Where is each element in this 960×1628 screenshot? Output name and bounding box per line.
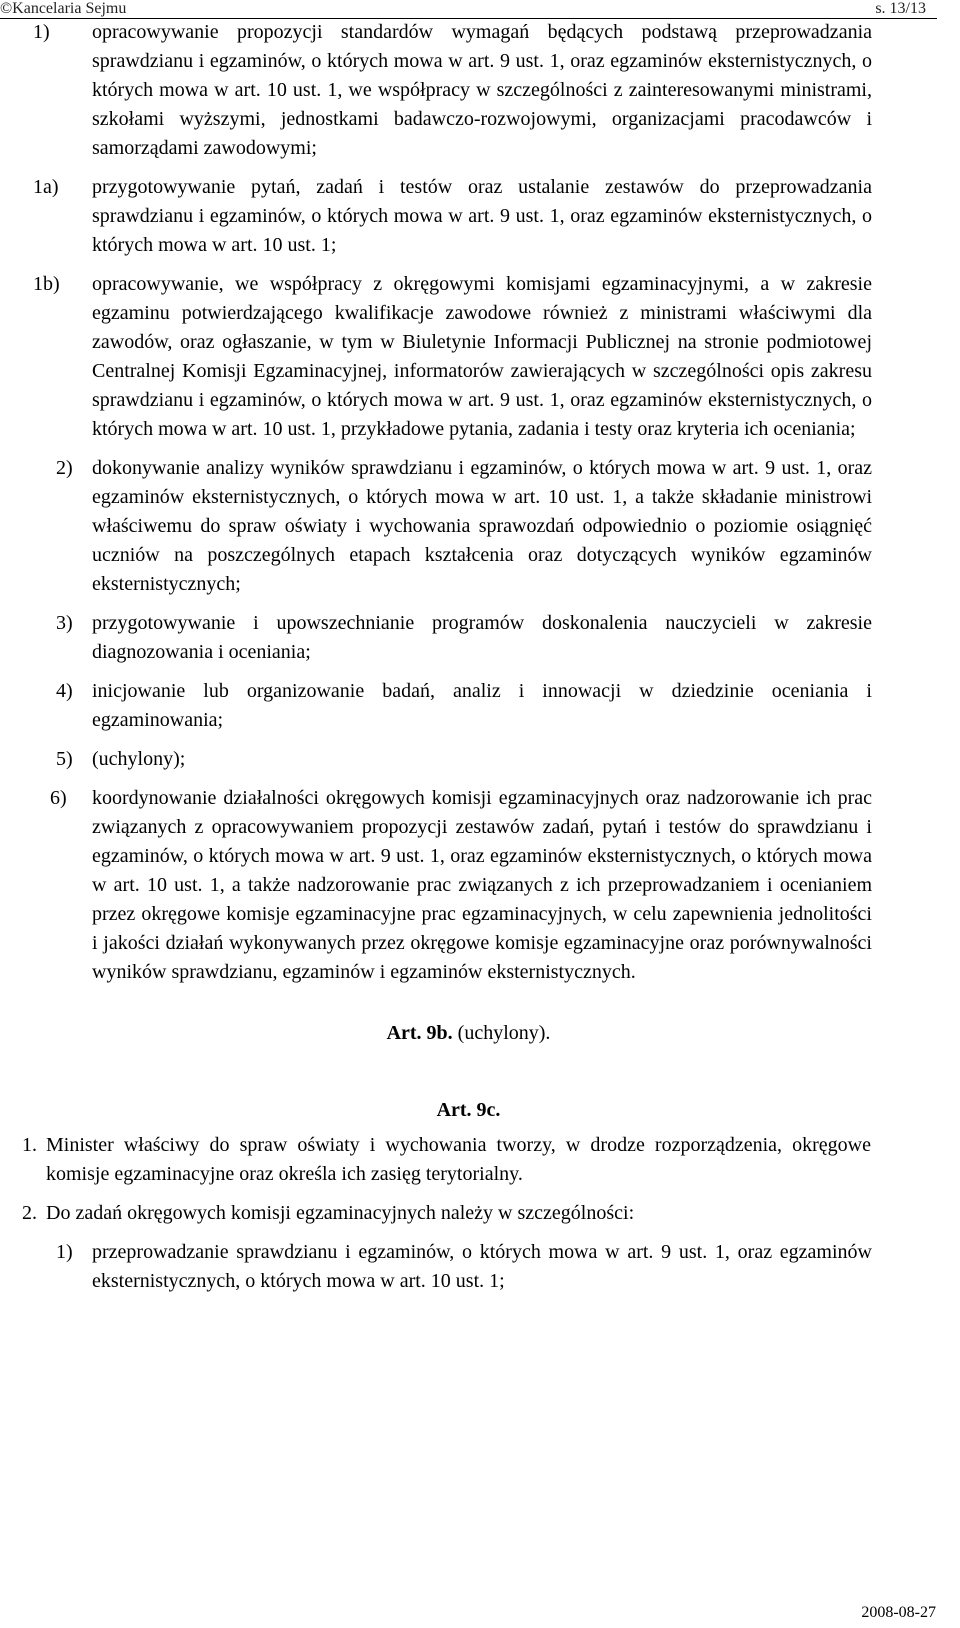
point-number: 6) [50, 787, 67, 809]
art9c-point-1 [0, 1238, 872, 1296]
art9a-point-1b [0, 270, 872, 444]
article-9b-status: (uchylony). [457, 1022, 551, 1044]
art9a-point-2 [0, 454, 872, 599]
point-text: przygotowywanie pytań, zadań i testów oraz ustalanie zestawów do przeprowadzania sprawdzianu i egzaminów, o których mowa w art. 9 ust. 1, oraz egzaminów eksternistycznych, o których mowa w art. 10 ust. 1; [92, 176, 872, 256]
header-source: ©Kancelaria Sejmu [0, 0, 127, 17]
point-text: dokonywanie analizy wyników sprawdzianu i egzaminów, o których mowa w art. 9 ust. 1, oraz egzaminów eksternistycznych, o których mowa w art. 10 ust. 1, a także składanie ministrowi właściwemu do spraw oświaty i wychowania sprawozdań odpowiednio o poziomie osiągnięć uczniów na poszczególnych etapach kształcenia oraz dotyczących wyników egzaminów eksternistycznych; [92, 457, 872, 595]
point-number: 1b) [33, 273, 60, 295]
article-9b-heading [0, 1019, 937, 1048]
point-number: 2) [56, 457, 73, 479]
point-text: (uchylony); [92, 748, 186, 770]
art9a-point-1 [0, 18, 872, 163]
art9a-point-1a [0, 173, 872, 260]
article-9b-title: Art. 9b. [386, 1022, 453, 1044]
point-text: opracowywanie propozycji standardów wymagań będących podstawą przeprowadzania sprawdzianu i egzaminów, o których mowa w art. 9 ust. 1, oraz egzaminów eksternistycznych, o których mowa w art. 10 ust. 1, we współpracy w szczególności z zainteresowanymi ministrami, szkołami wyższymi, jednostkami badawczo-rozwojowymi, organizacjami pracodawców i samorządami zawodowymi; [92, 21, 872, 159]
point-text: inicjowanie lub organizowanie badań, analiz i innowacji w dziedzinie oceniania i egzaminowania; [92, 680, 872, 731]
point-number: 1a) [33, 176, 59, 198]
art9a-point-4 [0, 677, 872, 735]
footer-date: 2008-08-27 [861, 1604, 936, 1621]
point-text: przeprowadzanie sprawdzianu i egzaminów, o których mowa w art. 9 ust. 1, oraz egzaminów eksternistycznych, o których mowa w art. 10 ust. 1; [92, 1241, 872, 1292]
art9c-paragraph-1 [0, 1131, 871, 1189]
point-number: 5) [56, 748, 73, 770]
header-page-number: s. 13/13 [875, 0, 926, 17]
point-number: 1) [56, 1241, 73, 1263]
paragraph-number: 1. [22, 1134, 37, 1156]
art9a-point-5 [0, 745, 872, 774]
point-number: 4) [56, 680, 73, 702]
point-text: koordynowanie działalności okręgowych komisji egzaminacyjnych oraz nadzorowanie ich prac związanych z opracowywaniem propozycji zestawów zadań, pytań i testów do sprawdzianu i egzaminów, o których mowa w art. 9 ust. 1, oraz egzaminów eksternistycznych, o których mowa w art. 10 ust. 1, a także nadzorowanie prac związanych z ich przeprowadzaniem i ocenianiem przez okręgowe komisje egzaminacyjne prac egzaminacyjnych, w celu zapewnienia jednolitości i jakości działań wykonywanych przez okręgowe komisje egzaminacyjne oraz porównywalności wyników sprawdzianu, egzaminów i egzaminów eksternistycznych. [92, 787, 872, 983]
document-body [0, 18, 960, 1306]
point-number: 1) [33, 21, 50, 43]
art9a-point-3 [0, 609, 872, 667]
point-text: przygotowywanie i upowszechnianie programów doskonalenia nauczycieli w zakresie diagnozowania i oceniania; [92, 612, 872, 663]
point-text: opracowywanie, we współpracy z okręgowymi komisjami egzaminacyjnymi, a w zakresie egzaminu potwierdzającego kwalifikacje zawodowe również z ministrami właściwymi dla zawodów, oraz ogłaszanie, w tym w Biuletynie Informacji Publicznej na stronie podmiotowej Centralnej Komisji Egzaminacyjnej, informatorów zawierających w szczególności opis zakresu sprawdzianu i egzaminów, o których mowa w art. 9 ust. 1, oraz egzaminów eksternistycznych, o których mowa w art. 10 ust. 1, przykładowe pytania, zadania i testy oraz kryteria ich oceniania; [92, 273, 872, 440]
art9a-point-6 [0, 784, 872, 987]
paragraph-number: 2. [22, 1202, 37, 1224]
article-9c-title: Art. 9c. [436, 1099, 501, 1121]
point-number: 3) [56, 612, 73, 634]
paragraph-text: Minister właściwy do spraw oświaty i wychowania tworzy, w drodze rozporządzenia, okręgowe komisje egzaminacyjne oraz określa ich zasięg terytorialny. [46, 1134, 871, 1185]
article-9c-heading [0, 1096, 937, 1125]
paragraph-text: Do zadań okręgowych komisji egzaminacyjnych należy w szczególności: [46, 1202, 635, 1224]
art9c-paragraph-2 [0, 1199, 871, 1228]
